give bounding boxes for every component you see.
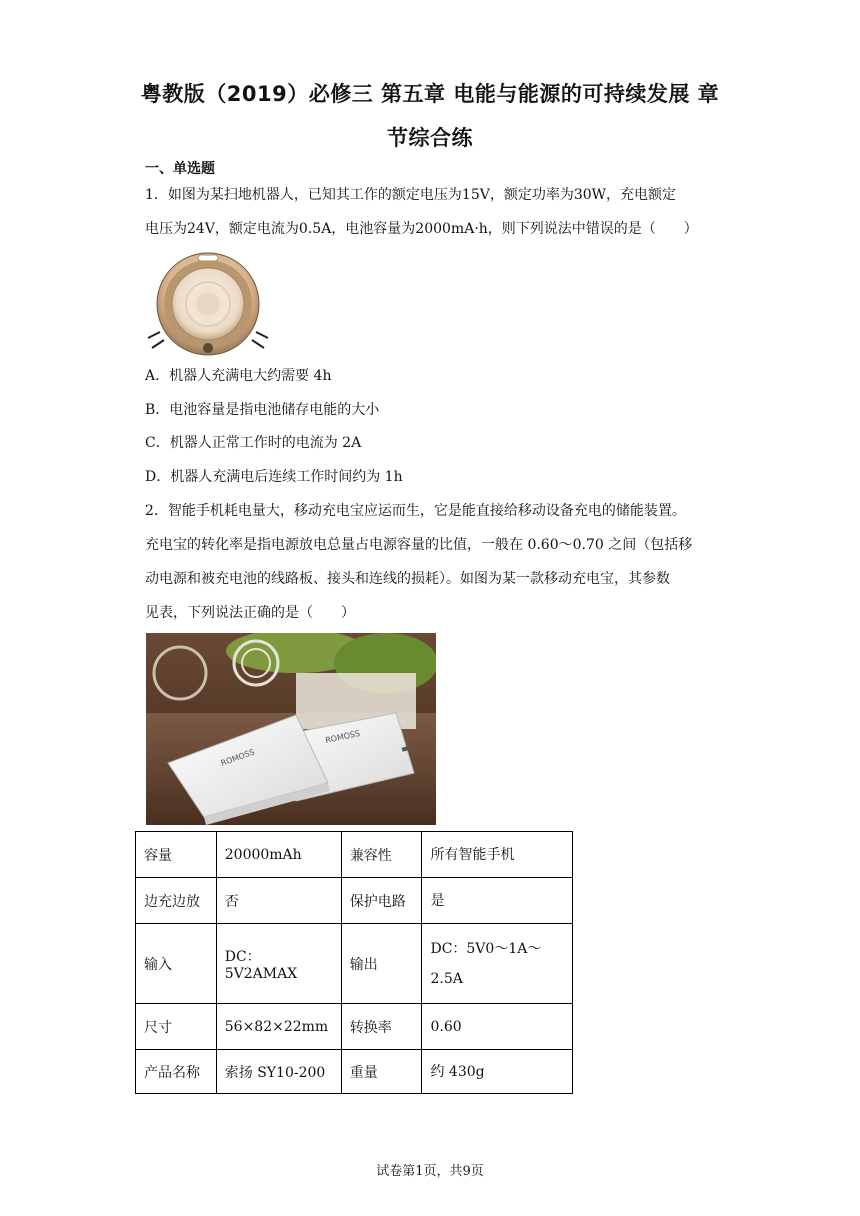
spec-table [135,831,573,1094]
power-bank-brand-1: ROMOSS [219,747,256,768]
question-2-line-3: 动电源和被充电池的线路板、接头和连线的损耗）。如图为某一款移动充电宝，其参数 [145,571,670,587]
page-title [110,72,750,160]
table-cell: DC：5V2AMAX [216,924,341,1004]
table-row [136,1004,573,1050]
question-1-line-1: 1．如图为某扫地机器人，已知其工作的额定电压为15V，额定功率为30W，充电额定 [145,187,677,203]
question-1-stem [145,178,725,246]
table-row [136,878,573,924]
table-cell: 尺寸 [136,1004,217,1050]
option-1b: B．电池容量是指电池储存电能的大小 [145,402,380,418]
table-row [136,1050,573,1094]
power-bank-photo [146,633,436,825]
option-1d: D．机器人充满电后连续工作时间约为 1h [145,469,403,485]
table-cell: 索扬 SY10-200 [216,1050,341,1094]
question-2-stem [145,494,725,630]
section-heading: 一、单选题 [145,161,215,177]
question-2-line-2: 充电宝的转化率是指电源放电总量占电源容量的比值，一般在 0.60～0.70 之间（包括移 [145,537,693,553]
table-cell: 否 [216,878,341,924]
table-cell: 容量 [136,832,217,878]
table-cell: 约 430g [422,1050,573,1094]
table-cell: 输入 [136,924,217,1004]
table-cell: DC：5V0～1A～2.5A [422,924,573,1004]
table-cell: 保护电路 [341,878,422,924]
table-cell: 是 [422,878,573,924]
table-cell: 56×82×22mm [216,1004,341,1050]
table-cell: 输出 [341,924,422,1004]
table-cell: 重量 [341,1050,422,1094]
table-row [136,924,573,1004]
power-bank-brand-2: ROMOSS [324,728,361,745]
table-cell: 产品名称 [136,1050,217,1094]
table-cell: 边充边放 [136,878,217,924]
table-cell: 所有智能手机 [422,832,573,878]
table-row [136,832,573,878]
title-line-2: 节综合练 [387,126,473,150]
table-cell: 兼容性 [341,832,422,878]
title-line-1: 粤教版（2019）必修三 第五章 电能与能源的可持续发展 章 [140,82,720,106]
option-1c: C．机器人正常工作时的电流为 2A [145,435,362,451]
question-2-line-4: 见表，下列说法正确的是（ ） [145,605,355,621]
page-footer: 试卷第1页，共9页 [376,1164,484,1179]
table-cell: 转换率 [341,1004,422,1050]
question-1-line-2: 电压为24V，额定电流为0.5A，电池容量为2000mA·h，则下列说法中错误的是（ ） [145,221,698,237]
question-2-line-1: 2．智能手机耗电量大，移动充电宝应运而生，它是能直接给移动设备充电的储能装置。 [145,503,686,519]
robot-vacuum-image [146,252,270,356]
option-1a: A．机器人充满电大约需要 4h [145,368,332,384]
table-cell: 20000mAh [216,832,341,878]
table-cell: 0.60 [422,1004,573,1050]
